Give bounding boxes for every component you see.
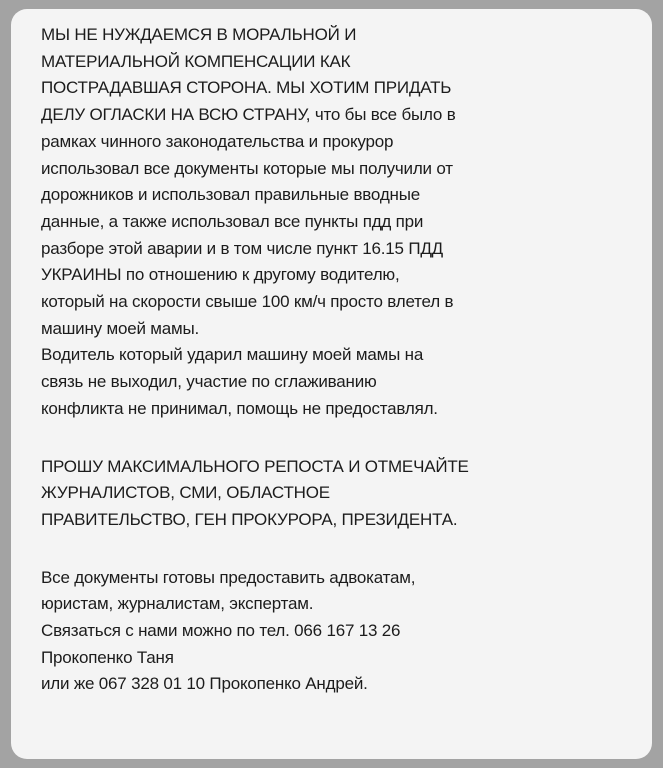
message-line: ПРОШУ МАКСИМАЛЬНОГО РЕПОСТА И ОТМЕЧАЙТЕ bbox=[41, 456, 469, 476]
message-line: использовал все документы которые мы получили от bbox=[41, 158, 453, 178]
message-line: рамках чинного законодательства и прокурор bbox=[41, 131, 394, 151]
message-line: конфликта не принимал, помощь не предоставлял. bbox=[41, 398, 438, 418]
paragraph-spacer bbox=[41, 423, 652, 454]
message-line: УКРАИНЫ по отношению к другому водителю, bbox=[41, 265, 400, 285]
message-paragraph-contacts bbox=[41, 565, 652, 699]
paragraph-spacer bbox=[41, 534, 652, 565]
message-line: юристам, журналистам, экспертам. bbox=[41, 594, 314, 614]
message-card bbox=[11, 9, 652, 759]
message-line: МАТЕРИАЛЬНОЙ КОМПЕНСАЦИИ КАК bbox=[41, 51, 351, 71]
message-line: данные, а также использовал все пункты пдд при bbox=[41, 211, 424, 231]
contact-name-line: Прокопенко Таня bbox=[41, 647, 174, 667]
message-line: разборе этой аварии и в том числе пункт 16.15 ПДД bbox=[41, 238, 443, 258]
message-line: ЖУРНАЛИСТОВ, СМИ, ОБЛАСТНОЕ bbox=[41, 483, 330, 503]
contact-phone-line: или же 067 328 01 10 Прокопенко Андрей. bbox=[41, 674, 368, 694]
contact-phone-line: Связаться с нами можно по тел. 066 167 13 26 bbox=[41, 621, 401, 641]
message-line: Все документы готовы предоставить адвокатам, bbox=[41, 567, 416, 587]
message-line: Водитель который ударил машину моей мамы на bbox=[41, 345, 424, 365]
message-line: МЫ НЕ НУЖДАЕМСЯ В МОРАЛЬНОЙ И bbox=[41, 25, 357, 44]
message-line: связь не выходил, участие по сглаживанию bbox=[41, 372, 377, 392]
message-line: ДЕЛУ ОГЛАСКИ НА ВСЮ СТРАНУ, что бы все было в bbox=[41, 105, 456, 125]
message-line: дорожников и использовал правильные вводные bbox=[41, 185, 420, 205]
message-line: машину моей мамы. bbox=[41, 318, 200, 338]
message-line: который на скорости свыше 100 км/ч просто влетел в bbox=[41, 292, 454, 312]
message-line: ПРАВИТЕЛЬСТВО, ГЕН ПРОКУРОРА, ПРЕЗИДЕНТА. bbox=[41, 509, 458, 529]
message-line: ПОСТРАДАВШАЯ СТОРОНА. МЫ ХОТИМ ПРИДАТЬ bbox=[41, 78, 452, 98]
message-paragraph-appeal bbox=[41, 22, 652, 423]
message-paragraph-repost-request bbox=[41, 454, 652, 534]
